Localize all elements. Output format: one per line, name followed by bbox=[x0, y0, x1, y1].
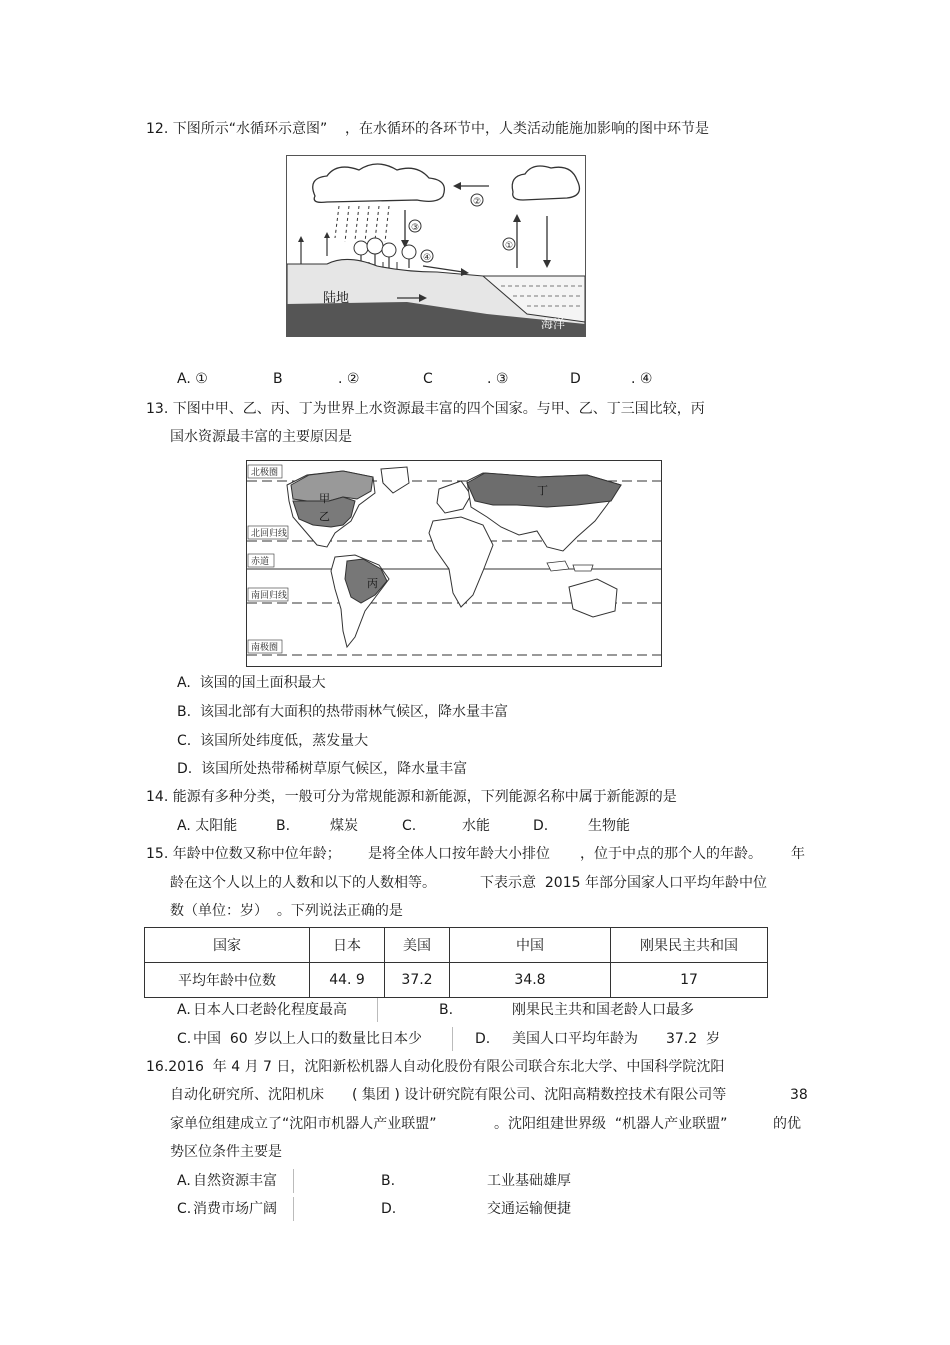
table-cell: 44. 9 bbox=[310, 963, 385, 998]
q14-option-c-label[interactable]: C. bbox=[402, 818, 417, 834]
option-divider bbox=[293, 1169, 294, 1193]
option-divider bbox=[293, 1197, 294, 1221]
option-divider bbox=[452, 1027, 453, 1051]
table-header-cell: 刚果民主共和国 bbox=[611, 928, 768, 963]
q12-option-a[interactable]: A. ① bbox=[177, 371, 208, 387]
q16-option-a-text: 自然资源丰富 bbox=[193, 1173, 277, 1189]
table-header-row bbox=[145, 928, 768, 963]
ocean-label: 海洋 bbox=[541, 317, 566, 331]
q14-stem: 14. 能源有多种分类，一般可分为常规能源和新能源，下列能源名称中属于新能源的是 bbox=[146, 789, 677, 805]
q16-option-c-label[interactable]: C. bbox=[177, 1201, 192, 1217]
circled-4-label: ④ bbox=[422, 253, 432, 263]
q14-option-b-text: 煤炭 bbox=[330, 818, 358, 834]
tropic-cancer-label: 北回归线 bbox=[251, 529, 288, 539]
table-header-cell: 美国 bbox=[385, 928, 450, 963]
q14-option-b-label[interactable]: B. bbox=[276, 818, 291, 834]
q16-option-a-label[interactable]: A. bbox=[177, 1173, 191, 1189]
table-cell: 17 bbox=[611, 963, 768, 998]
country-jia-label: 甲 bbox=[319, 492, 330, 505]
q16-line3a: 家单位组建成立了“沈阳市机器人产业联盟” bbox=[170, 1116, 437, 1132]
table-header-cell: 中国 bbox=[450, 928, 611, 963]
q16-line2a: 自动化研究所、沈阳机床 bbox=[170, 1087, 324, 1103]
antarctic-circle-label: 南极圈 bbox=[251, 643, 279, 653]
q12-option-c-value: . ③ bbox=[487, 371, 509, 387]
table-header-cell: 日本 bbox=[310, 928, 385, 963]
q13-option-d[interactable]: D. 该国所处热带稀树草原气候区，降水量丰富 bbox=[177, 761, 468, 777]
equator-label: 赤道 bbox=[251, 557, 270, 567]
q15-option-b-text: 刚果民主共和国老龄人口最多 bbox=[512, 1002, 694, 1018]
q14-option-d-label[interactable]: D. bbox=[533, 818, 549, 834]
q16-option-d-text: 交通运输便捷 bbox=[487, 1201, 571, 1217]
q14-option-c-text: 水能 bbox=[462, 818, 490, 834]
water-cycle-diagram bbox=[286, 155, 586, 337]
table-cell: 平均年龄中位数 bbox=[145, 963, 310, 998]
q15-stem-line1d: 年 bbox=[791, 846, 805, 862]
q16-option-d-label[interactable]: D. bbox=[381, 1201, 397, 1217]
q15-option-d-value: 37.2 岁 bbox=[666, 1031, 721, 1047]
table-cell: 34.8 bbox=[450, 963, 611, 998]
q15-option-b-label[interactable]: B. bbox=[439, 1002, 454, 1018]
q15-option-c-text: 中国 60 bbox=[193, 1031, 248, 1047]
q16-option-c-text: 消费市场广阔 bbox=[193, 1201, 277, 1217]
q16-line3b: 。沈阳组建世界级 “机器人产业联盟” bbox=[494, 1116, 728, 1132]
q15-option-c-tail: 岁以上人口的数量比日本少 bbox=[254, 1031, 422, 1047]
q15-option-c-label[interactable]: C. bbox=[177, 1031, 192, 1047]
q15-option-d-text: 美国人口平均年龄为 bbox=[512, 1031, 638, 1047]
circled-2-label: ② bbox=[472, 197, 482, 207]
option-divider bbox=[377, 998, 378, 1022]
q16-line3c: 的优 bbox=[773, 1116, 801, 1132]
q14-option-a[interactable]: A. 太阳能 bbox=[177, 818, 238, 834]
q16-option-b-text: 工业基础雄厚 bbox=[487, 1173, 571, 1189]
q15-stem-line3: 数（单位：岁） 。下列说法正确的是 bbox=[170, 903, 403, 919]
q15-stem-line1b: 是将全体人口按年龄大小排位 bbox=[368, 846, 550, 862]
table-cell: 37.2 bbox=[385, 963, 450, 998]
circled-1-label: ① bbox=[504, 241, 514, 251]
q16-line1: 16.2016 年 4 月 7 日，沈阳新松机器人自动化股份有限公司联合东北大学、中国科学院沈阳 bbox=[146, 1059, 725, 1075]
q15-option-d-label[interactable]: D. bbox=[475, 1031, 491, 1047]
q15-stem-line1a: 15. 年龄中位数又称中位年龄； bbox=[146, 846, 341, 862]
tropic-capricorn-label: 南回归线 bbox=[251, 591, 288, 601]
q12-option-c[interactable]: C bbox=[423, 371, 433, 387]
q12-option-b-value: . ② bbox=[338, 371, 360, 387]
q13-option-b[interactable]: B. 该国北部有大面积的热带雨林气候区，降水量丰富 bbox=[177, 704, 508, 720]
country-ding-label: 丁 bbox=[537, 484, 548, 497]
q15-stem-line2b: 下表示意 2015 年部分国家人口平均年龄中位 bbox=[480, 875, 767, 891]
median-age-table bbox=[144, 927, 768, 998]
country-bing-label: 丙 bbox=[367, 577, 378, 590]
q16-line2b: ( 集团 ) 设计研究院有限公司、沈阳高精数控技术有限公司等 bbox=[352, 1087, 727, 1103]
q15-stem-line2a: 龄在这个人以上的人数和以下的人数相等。 bbox=[170, 875, 436, 891]
world-map bbox=[246, 460, 662, 667]
q13-stem-line1: 13. 下图中甲、乙、丙、丁为世界上水资源最丰富的四个国家。与甲、乙、丁三国比较，丙 bbox=[146, 401, 705, 417]
table-header-cell: 国家 bbox=[145, 928, 310, 963]
q16-line2c: 38 bbox=[790, 1087, 808, 1103]
arctic-circle-label: 北极圈 bbox=[251, 468, 279, 478]
circled-3-label: ③ bbox=[410, 223, 420, 233]
q12-option-d-value: . ④ bbox=[631, 371, 653, 387]
q16-line4: 势区位条件主要是 bbox=[170, 1144, 282, 1160]
country-yi-label: 乙 bbox=[319, 510, 330, 523]
q15-stem-line1c: ，位于中点的那个人的年龄。 bbox=[580, 846, 762, 862]
q15-option-a-label[interactable]: A. bbox=[177, 1002, 191, 1018]
land-label: 陆地 bbox=[323, 291, 350, 306]
q12-stem: 12. 下图所示“水循环示意图” ，在水循环的各环节中，人类活动能施加影响的图中环节是 bbox=[146, 121, 710, 137]
q16-option-b-label[interactable]: B. bbox=[381, 1173, 396, 1189]
table-row bbox=[145, 963, 768, 998]
q13-option-a[interactable]: A. 该国的国土面积最大 bbox=[177, 675, 326, 691]
q12-option-d[interactable]: D bbox=[570, 371, 581, 387]
q13-stem-line2: 国水资源最丰富的主要原因是 bbox=[170, 429, 352, 445]
q12-option-b[interactable]: B bbox=[273, 371, 283, 387]
q14-option-d-text: 生物能 bbox=[588, 818, 630, 834]
q13-option-c[interactable]: C. 该国所处纬度低，蒸发量大 bbox=[177, 733, 369, 749]
q15-option-a-text: 日本人口老龄化程度最高 bbox=[193, 1002, 347, 1018]
